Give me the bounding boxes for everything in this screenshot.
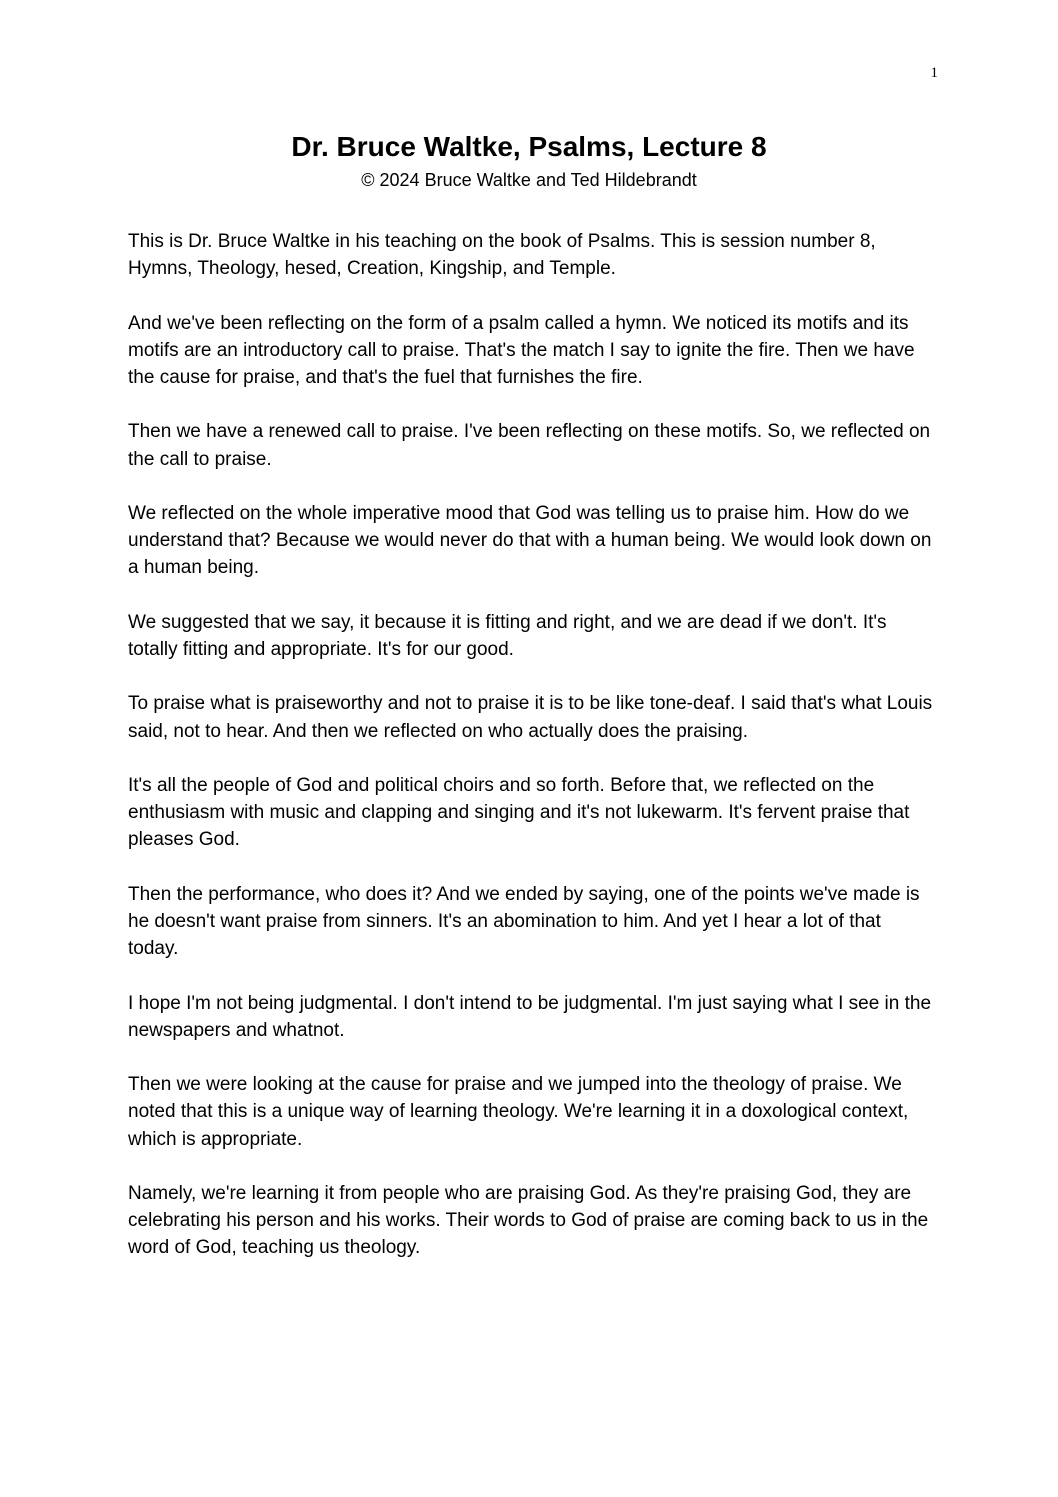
paragraph: We suggested that we say, it because it is fitting and right, and we are dead if we don't. It's totally fitting and appropriate. It's for our good.: [128, 611, 887, 660]
paragraph: Then we have a renewed call to praise. I've been reflecting on these motifs. So, we reflected on the call to praise.: [128, 421, 931, 470]
paragraph: To praise what is praiseworthy and not to praise it is to be like tone-deaf. I said that's what Louis said, not to hear. And then we reflected on who actually does the praising.: [128, 693, 933, 742]
paragraph: We reflected on the whole imperative mood that God was telling us to praise him. How do we understand that? Because we would never do that with a human being. We would look down on a human being.: [128, 502, 932, 579]
document-title: Dr. Bruce Waltke, Psalms, Lecture 8: [291, 131, 767, 162]
document-header: [0, 130, 1058, 192]
paragraph: It's all the people of God and political choirs and so forth. Before that, we reflected on the enthusiasm with music and clapping and singing and it's not lukewarm. It's fervent praise that pleases God.: [128, 774, 910, 851]
paragraph: And we've been reflecting on the form of a psalm called a hymn. We noticed its motifs and its motifs are an introductory call to praise. That's the match I say to ignite the fire. Then we have the cause for praise, and that's the fuel that furnishes the fire.: [128, 312, 915, 388]
paragraph: This is Dr. Bruce Waltke in his teaching on the book of Psalms. This is session number 8, Hymns, Theology, hesed, Creation, Kingship, and Temple.: [128, 231, 876, 280]
paragraph: Then we were looking at the cause for praise and we jumped into the theology of praise. We noted that this is a unique way of learning theology. We're learning it in a doxological context, which is appropriate.: [128, 1074, 909, 1150]
paragraph: Then the performance, who does it? And we ended by saying, one of the points we've made is he doesn't want praise from sinners. It's an abomination to him. And yet I hear a lot of that today.: [128, 883, 920, 960]
copyright-line: © 2024 Bruce Waltke and Ted Hildebrandt: [361, 170, 697, 190]
paragraph: I hope I'm not being judgmental. I don't intend to be judgmental. I'm just saying what I see in the newspapers and whatnot.: [128, 992, 932, 1041]
paragraph: Namely, we're learning it from people who are praising God. As they're praising God, they are celebrating his person and his works. Their words to God of praise are coming back to us in the word of God, teaching us theology.: [128, 1182, 929, 1259]
page-number: 1: [930, 65, 938, 81]
transcript-body: [128, 228, 936, 1289]
